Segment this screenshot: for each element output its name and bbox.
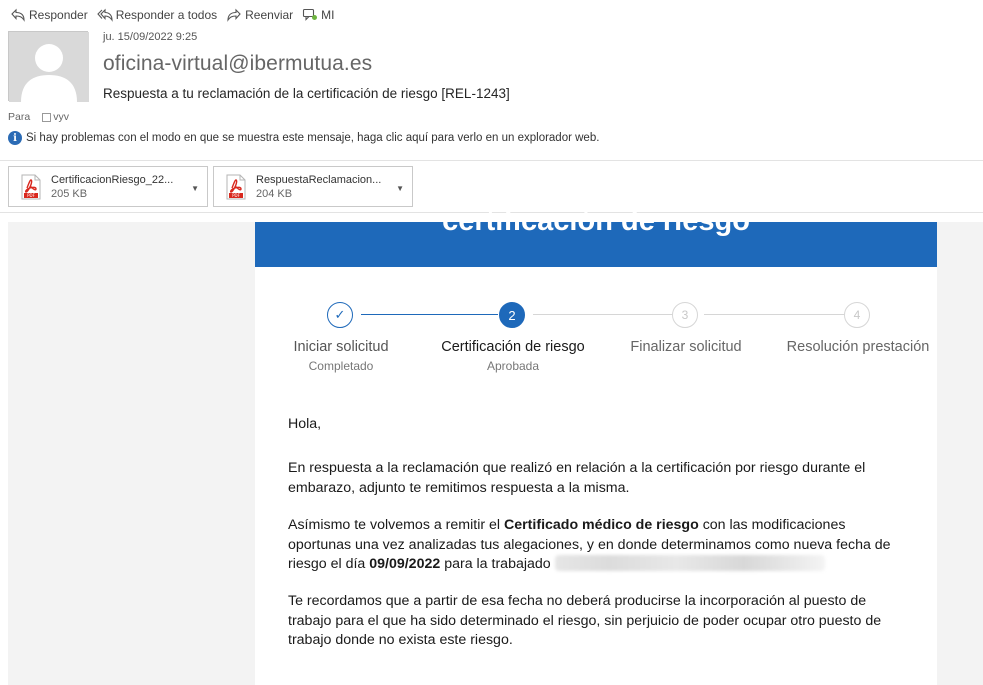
paragraph-3: Te recordamos que a partir de esa fecha no deberá producirse la incorporación al puesto de trabajo para el que ha sido determinado el riesgo, sin perjuicio de poder ocupar otro puesto de trabajo donde no exista este riesgo.: [288, 593, 882, 648]
im-button[interactable]: [302, 8, 334, 22]
step-1-label: Iniciar solicitud: [293, 339, 389, 355]
forward-label: Reenviar: [245, 8, 294, 22]
redacted-name: [555, 555, 825, 571]
info-message[interactable]: Si hay problemas con el modo en que se muestra este mensaje, haga clic aquí para verlo en un explorador web.: [26, 132, 600, 144]
step-2-label: Certificación de riesgo: [441, 339, 585, 355]
im-icon: [302, 8, 318, 22]
step-3-label: Finalizar solicitud: [630, 339, 742, 355]
message-subject: Respuesta a tu reclamación de la certificación de riesgo [REL-1243]: [103, 86, 510, 101]
attachment-size: 205 KB: [51, 187, 88, 200]
step-1-status: Completado: [308, 359, 374, 373]
attachment-size: 204 KB: [256, 187, 293, 200]
step-connector: [533, 314, 673, 315]
message-date: ju. 15/09/2022 9:25: [103, 31, 198, 43]
step-connector: [704, 314, 844, 315]
person-placeholder-icon: [9, 32, 89, 102]
reply-icon: [10, 8, 26, 22]
reply-all-label: Responder a todos: [115, 8, 218, 22]
forward-icon: [226, 8, 242, 22]
step-connector: [361, 314, 498, 315]
info-bar[interactable]: [8, 131, 599, 145]
p2-text-c: con las modificaciones oportunas una vez analizadas tus alegaciones, y en donde determinamos como nueva fecha de riesgo el día: [288, 517, 891, 572]
forward-button[interactable]: [226, 8, 293, 22]
reply-label: Responder: [29, 8, 88, 22]
paragraph-1: En respuesta a la reclamación que realizó en relación a la certificación por riesgo durante el embarazo, adjunto te remitimos respuesta a la misma.: [288, 460, 866, 496]
attachment-item[interactable]: [8, 166, 208, 207]
reply-all-icon: [97, 8, 113, 22]
paragraph-2: [288, 516, 908, 575]
step-1-check-icon: ✓: [327, 302, 353, 328]
recipients-row: [8, 111, 69, 123]
p2-risk-date: 09/09/2022: [369, 556, 441, 572]
pdf-icon: [21, 174, 41, 200]
reply-button[interactable]: [10, 8, 88, 22]
greeting: Hola,: [288, 416, 322, 432]
p2-certificate-name: Certificado médico de riesgo: [504, 517, 699, 533]
reply-all-button[interactable]: [97, 8, 217, 22]
to-label: Para: [8, 111, 31, 123]
attachment-name: RespuestaReclamacion...: [256, 173, 382, 186]
attachment-name: CertificacionRiesgo_22...: [51, 173, 174, 186]
recipient-checkbox[interactable]: [42, 113, 51, 122]
recipient-name[interactable]: vyv: [53, 111, 69, 123]
attachment-item[interactable]: [213, 166, 413, 207]
email-banner: [255, 205, 937, 267]
step-2-circle: 2: [499, 302, 525, 328]
info-icon: i: [8, 131, 22, 145]
attachment-menu-icon[interactable]: ▼: [396, 184, 404, 193]
im-label: MI: [321, 8, 335, 22]
pdf-icon: [226, 174, 246, 200]
step-2-status: Aprobada: [486, 359, 540, 373]
sender-address[interactable]: oficina-virtual@ibermutua.es: [103, 52, 373, 75]
banner-title: certificación de riesgo: [442, 205, 750, 237]
attachment-menu-icon[interactable]: ▼: [191, 184, 199, 193]
reading-pane-toolbar: [10, 6, 344, 24]
progress-stepper: [255, 300, 937, 380]
p2-text-a: Asímismo te volvemos a remitir el: [288, 517, 505, 533]
step-4-label: Resolución prestación: [786, 339, 930, 355]
svg-text:PDF: PDF: [27, 192, 35, 198]
p2-text-e: para la trabajado: [440, 556, 551, 572]
divider: [0, 160, 983, 161]
step-3-circle: 3: [672, 302, 698, 328]
step-4-circle: 4: [844, 302, 870, 328]
sender-avatar: [8, 31, 88, 101]
svg-text:PDF: PDF: [232, 192, 240, 198]
